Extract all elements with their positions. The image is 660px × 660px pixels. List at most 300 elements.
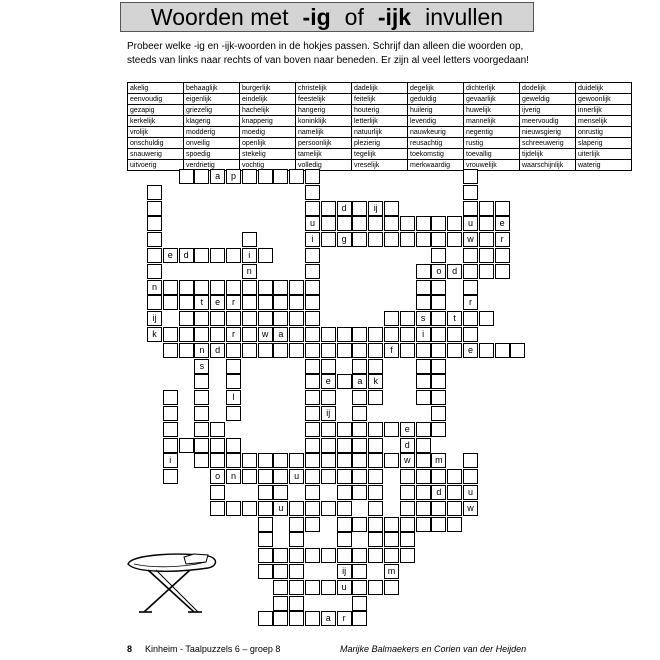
crossword-cell[interactable] bbox=[258, 248, 273, 263]
crossword-cell[interactable] bbox=[352, 327, 367, 342]
crossword-cell[interactable] bbox=[147, 232, 162, 247]
crossword-cell[interactable] bbox=[179, 280, 194, 295]
crossword-cell[interactable] bbox=[194, 311, 209, 326]
crossword-cell[interactable] bbox=[400, 532, 415, 547]
crossword-cell[interactable] bbox=[163, 343, 178, 358]
crossword-cell[interactable] bbox=[368, 485, 383, 500]
crossword-cell[interactable] bbox=[305, 390, 320, 405]
crossword-cell[interactable] bbox=[210, 280, 225, 295]
crossword-cell[interactable] bbox=[384, 311, 399, 326]
crossword-cell[interactable] bbox=[210, 311, 225, 326]
crossword-cell[interactable] bbox=[384, 216, 399, 231]
crossword-cell[interactable] bbox=[321, 548, 336, 563]
crossword-cell[interactable] bbox=[273, 469, 288, 484]
crossword-cell[interactable] bbox=[463, 311, 478, 326]
crossword-cell[interactable] bbox=[273, 280, 288, 295]
crossword-cell[interactable] bbox=[431, 343, 446, 358]
crossword-cell[interactable]: ij bbox=[368, 201, 383, 216]
crossword-cell[interactable] bbox=[479, 311, 494, 326]
crossword-cell[interactable] bbox=[273, 580, 288, 595]
crossword-cell[interactable] bbox=[368, 422, 383, 437]
crossword-cell[interactable] bbox=[210, 438, 225, 453]
crossword-cell[interactable] bbox=[179, 343, 194, 358]
crossword-cell[interactable] bbox=[305, 311, 320, 326]
crossword-cell[interactable] bbox=[416, 438, 431, 453]
crossword-cell[interactable]: a bbox=[273, 327, 288, 342]
crossword-cell[interactable] bbox=[273, 453, 288, 468]
crossword-cell[interactable] bbox=[384, 453, 399, 468]
crossword-cell[interactable] bbox=[368, 517, 383, 532]
crossword-cell[interactable] bbox=[384, 422, 399, 437]
crossword-cell[interactable] bbox=[258, 343, 273, 358]
crossword-cell[interactable]: m bbox=[384, 564, 399, 579]
crossword-cell[interactable] bbox=[431, 327, 446, 342]
crossword-cell[interactable]: e bbox=[495, 216, 510, 231]
crossword-cell[interactable] bbox=[305, 248, 320, 263]
crossword-cell[interactable] bbox=[416, 264, 431, 279]
crossword-cell[interactable]: i bbox=[163, 453, 178, 468]
crossword-cell[interactable] bbox=[431, 469, 446, 484]
crossword-cell[interactable] bbox=[416, 422, 431, 437]
crossword-cell[interactable]: l bbox=[226, 390, 241, 405]
crossword-cell[interactable] bbox=[147, 248, 162, 263]
crossword-cell[interactable] bbox=[416, 517, 431, 532]
crossword-cell[interactable] bbox=[479, 343, 494, 358]
crossword-cell[interactable] bbox=[495, 264, 510, 279]
crossword-cell[interactable] bbox=[431, 517, 446, 532]
crossword-cell[interactable]: p bbox=[226, 169, 241, 184]
crossword-cell[interactable]: i bbox=[416, 327, 431, 342]
crossword-cell[interactable] bbox=[210, 327, 225, 342]
crossword-cell[interactable]: k bbox=[368, 374, 383, 389]
crossword-cell[interactable] bbox=[352, 596, 367, 611]
crossword-cell[interactable] bbox=[463, 169, 478, 184]
crossword-cell[interactable] bbox=[305, 295, 320, 310]
crossword-cell[interactable]: e bbox=[163, 248, 178, 263]
crossword-cell[interactable] bbox=[258, 611, 273, 626]
crossword-cell[interactable] bbox=[431, 501, 446, 516]
crossword-cell[interactable] bbox=[226, 374, 241, 389]
crossword-cell[interactable] bbox=[163, 295, 178, 310]
crossword-cell[interactable] bbox=[289, 517, 304, 532]
crossword-cell[interactable] bbox=[226, 280, 241, 295]
crossword-cell[interactable] bbox=[400, 485, 415, 500]
crossword-cell[interactable] bbox=[447, 327, 462, 342]
crossword-cell[interactable]: r bbox=[337, 611, 352, 626]
crossword-cell[interactable]: u bbox=[289, 469, 304, 484]
crossword-cell[interactable] bbox=[258, 517, 273, 532]
crossword-cell[interactable]: ij bbox=[321, 406, 336, 421]
crossword-cell[interactable] bbox=[305, 453, 320, 468]
crossword-cell[interactable] bbox=[400, 469, 415, 484]
crossword-cell[interactable] bbox=[242, 327, 257, 342]
crossword-cell[interactable] bbox=[352, 564, 367, 579]
crossword-cell[interactable]: o bbox=[210, 469, 225, 484]
crossword-cell[interactable] bbox=[416, 453, 431, 468]
crossword-cell[interactable] bbox=[416, 343, 431, 358]
crossword-cell[interactable] bbox=[147, 216, 162, 231]
crossword-cell[interactable] bbox=[400, 327, 415, 342]
crossword-cell[interactable] bbox=[226, 406, 241, 421]
crossword-cell[interactable]: w bbox=[400, 453, 415, 468]
crossword-cell[interactable] bbox=[368, 501, 383, 516]
crossword-cell[interactable] bbox=[226, 359, 241, 374]
crossword-cell[interactable] bbox=[289, 501, 304, 516]
crossword-cell[interactable] bbox=[289, 295, 304, 310]
crossword-cell[interactable] bbox=[368, 580, 383, 595]
crossword-cell[interactable] bbox=[305, 185, 320, 200]
crossword-cell[interactable] bbox=[321, 359, 336, 374]
crossword-cell[interactable] bbox=[305, 438, 320, 453]
crossword-cell[interactable] bbox=[352, 359, 367, 374]
crossword-cell[interactable] bbox=[321, 216, 336, 231]
crossword-cell[interactable] bbox=[368, 453, 383, 468]
crossword-cell[interactable] bbox=[147, 264, 162, 279]
crossword-cell[interactable]: d bbox=[447, 264, 462, 279]
crossword-cell[interactable] bbox=[210, 501, 225, 516]
crossword-cell[interactable] bbox=[258, 548, 273, 563]
crossword-cell[interactable]: w bbox=[463, 232, 478, 247]
crossword-cell[interactable] bbox=[194, 406, 209, 421]
crossword-cell[interactable] bbox=[273, 295, 288, 310]
crossword-cell[interactable] bbox=[352, 485, 367, 500]
crossword-cell[interactable] bbox=[258, 169, 273, 184]
crossword-cell[interactable] bbox=[416, 359, 431, 374]
crossword-cell[interactable] bbox=[273, 611, 288, 626]
crossword-cell[interactable] bbox=[179, 311, 194, 326]
crossword-cell[interactable] bbox=[147, 295, 162, 310]
crossword-cell[interactable] bbox=[400, 517, 415, 532]
crossword-cell[interactable] bbox=[368, 232, 383, 247]
crossword-cell[interactable] bbox=[258, 453, 273, 468]
crossword-cell[interactable] bbox=[416, 232, 431, 247]
crossword-cell[interactable] bbox=[447, 216, 462, 231]
crossword-cell[interactable] bbox=[337, 517, 352, 532]
crossword-cell[interactable] bbox=[416, 374, 431, 389]
crossword-cell[interactable] bbox=[194, 280, 209, 295]
crossword-cell[interactable] bbox=[431, 280, 446, 295]
crossword-cell[interactable] bbox=[273, 311, 288, 326]
crossword-cell[interactable] bbox=[194, 169, 209, 184]
crossword-cell[interactable] bbox=[289, 596, 304, 611]
crossword-cell[interactable]: r bbox=[226, 295, 241, 310]
crossword-cell[interactable] bbox=[495, 248, 510, 263]
crossword-cell[interactable] bbox=[416, 501, 431, 516]
crossword-cell[interactable] bbox=[289, 311, 304, 326]
crossword-cell[interactable] bbox=[258, 485, 273, 500]
crossword-cell[interactable]: e bbox=[400, 422, 415, 437]
crossword-cell[interactable] bbox=[258, 564, 273, 579]
crossword-cell[interactable] bbox=[337, 216, 352, 231]
crossword-cell[interactable] bbox=[321, 453, 336, 468]
crossword-cell[interactable] bbox=[194, 453, 209, 468]
crossword-cell[interactable] bbox=[384, 232, 399, 247]
crossword-cell[interactable] bbox=[352, 232, 367, 247]
crossword-cell[interactable]: i bbox=[305, 232, 320, 247]
crossword-cell[interactable] bbox=[242, 280, 257, 295]
crossword-cell[interactable] bbox=[352, 548, 367, 563]
crossword-cell[interactable] bbox=[447, 485, 462, 500]
crossword-cell[interactable] bbox=[400, 343, 415, 358]
crossword-cell[interactable] bbox=[368, 390, 383, 405]
crossword-cell[interactable]: d bbox=[210, 343, 225, 358]
crossword-cell[interactable] bbox=[289, 611, 304, 626]
crossword-cell[interactable] bbox=[163, 390, 178, 405]
crossword-cell[interactable] bbox=[400, 548, 415, 563]
crossword-cell[interactable]: o bbox=[431, 264, 446, 279]
crossword-cell[interactable] bbox=[242, 469, 257, 484]
crossword-cell[interactable] bbox=[337, 438, 352, 453]
crossword-cell[interactable] bbox=[495, 201, 510, 216]
crossword-cell[interactable] bbox=[242, 343, 257, 358]
crossword-cell[interactable]: d bbox=[337, 201, 352, 216]
crossword-cell[interactable]: e bbox=[210, 295, 225, 310]
crossword-cell[interactable] bbox=[384, 548, 399, 563]
crossword-cell[interactable] bbox=[352, 580, 367, 595]
crossword-cell[interactable] bbox=[226, 343, 241, 358]
crossword-cell[interactable] bbox=[463, 327, 478, 342]
crossword-cell[interactable] bbox=[431, 295, 446, 310]
crossword-cell[interactable]: s bbox=[416, 311, 431, 326]
crossword-cell[interactable] bbox=[179, 169, 194, 184]
crossword-cell[interactable] bbox=[242, 169, 257, 184]
crossword-cell[interactable] bbox=[352, 438, 367, 453]
crossword-cell[interactable] bbox=[447, 469, 462, 484]
crossword-cell[interactable]: t bbox=[194, 295, 209, 310]
crossword-cell[interactable] bbox=[273, 169, 288, 184]
crossword-cell[interactable] bbox=[479, 248, 494, 263]
crossword-cell[interactable]: t bbox=[447, 311, 462, 326]
crossword-cell[interactable] bbox=[368, 343, 383, 358]
crossword-cell[interactable] bbox=[194, 327, 209, 342]
crossword-cell[interactable]: i bbox=[242, 248, 257, 263]
crossword-cell[interactable] bbox=[416, 295, 431, 310]
crossword-cell[interactable] bbox=[479, 264, 494, 279]
crossword-cell[interactable] bbox=[210, 422, 225, 437]
crossword-cell[interactable] bbox=[289, 327, 304, 342]
crossword-cell[interactable] bbox=[289, 453, 304, 468]
crossword-cell[interactable]: u bbox=[305, 216, 320, 231]
crossword-cell[interactable]: d bbox=[431, 485, 446, 500]
crossword-cell[interactable] bbox=[321, 343, 336, 358]
crossword-cell[interactable] bbox=[163, 422, 178, 437]
crossword-cell[interactable] bbox=[352, 469, 367, 484]
crossword-cell[interactable] bbox=[163, 438, 178, 453]
crossword-cell[interactable] bbox=[479, 216, 494, 231]
crossword-cell[interactable] bbox=[242, 295, 257, 310]
crossword-cell[interactable] bbox=[447, 343, 462, 358]
crossword-cell[interactable]: e bbox=[321, 374, 336, 389]
crossword-cell[interactable] bbox=[431, 248, 446, 263]
crossword-cell[interactable] bbox=[305, 422, 320, 437]
crossword-cell[interactable] bbox=[163, 406, 178, 421]
crossword-cell[interactable] bbox=[463, 201, 478, 216]
crossword-cell[interactable] bbox=[431, 374, 446, 389]
crossword-cell[interactable] bbox=[321, 580, 336, 595]
crossword-cell[interactable] bbox=[416, 390, 431, 405]
crossword-cell[interactable] bbox=[179, 438, 194, 453]
crossword-cell[interactable] bbox=[431, 216, 446, 231]
crossword-cell[interactable] bbox=[147, 201, 162, 216]
crossword-cell[interactable] bbox=[210, 485, 225, 500]
crossword-cell[interactable] bbox=[226, 501, 241, 516]
crossword-cell[interactable] bbox=[321, 232, 336, 247]
crossword-cell[interactable]: a bbox=[352, 374, 367, 389]
crossword-cell[interactable] bbox=[242, 453, 257, 468]
crossword-cell[interactable]: ij bbox=[337, 564, 352, 579]
crossword-cell[interactable] bbox=[242, 501, 257, 516]
crossword-cell[interactable] bbox=[384, 580, 399, 595]
crossword-cell[interactable] bbox=[352, 422, 367, 437]
crossword-cell[interactable] bbox=[194, 422, 209, 437]
crossword-cell[interactable] bbox=[352, 611, 367, 626]
crossword-cell[interactable] bbox=[337, 548, 352, 563]
crossword-cell[interactable]: a bbox=[321, 611, 336, 626]
crossword-cell[interactable] bbox=[305, 580, 320, 595]
crossword-cell[interactable] bbox=[289, 564, 304, 579]
crossword-cell[interactable] bbox=[352, 216, 367, 231]
crossword-cell[interactable] bbox=[305, 280, 320, 295]
crossword-cell[interactable] bbox=[305, 264, 320, 279]
crossword-cell[interactable] bbox=[352, 406, 367, 421]
crossword-cell[interactable]: n bbox=[194, 343, 209, 358]
crossword-cell[interactable] bbox=[368, 548, 383, 563]
crossword-cell[interactable] bbox=[273, 596, 288, 611]
crossword-cell[interactable] bbox=[416, 216, 431, 231]
crossword-cell[interactable]: k bbox=[147, 327, 162, 342]
crossword-cell[interactable] bbox=[305, 517, 320, 532]
crossword-cell[interactable] bbox=[431, 311, 446, 326]
crossword-cell[interactable] bbox=[305, 327, 320, 342]
crossword-cell[interactable] bbox=[305, 343, 320, 358]
crossword-cell[interactable] bbox=[258, 532, 273, 547]
crossword-cell[interactable] bbox=[463, 280, 478, 295]
crossword-cell[interactable] bbox=[210, 453, 225, 468]
crossword-cell[interactable] bbox=[337, 469, 352, 484]
crossword-cell[interactable] bbox=[305, 611, 320, 626]
crossword-cell[interactable] bbox=[305, 406, 320, 421]
crossword-cell[interactable]: u bbox=[337, 580, 352, 595]
crossword-cell[interactable] bbox=[273, 564, 288, 579]
crossword-cell[interactable] bbox=[337, 422, 352, 437]
crossword-cell[interactable] bbox=[400, 216, 415, 231]
crossword-cell[interactable] bbox=[305, 548, 320, 563]
crossword-cell[interactable] bbox=[210, 248, 225, 263]
crossword-cell[interactable]: r bbox=[226, 327, 241, 342]
crossword-cell[interactable] bbox=[194, 374, 209, 389]
crossword-cell[interactable]: d bbox=[179, 248, 194, 263]
crossword-cell[interactable] bbox=[463, 453, 478, 468]
crossword-cell[interactable] bbox=[384, 517, 399, 532]
crossword-cell[interactable] bbox=[431, 359, 446, 374]
crossword-cell[interactable] bbox=[368, 469, 383, 484]
crossword-cell[interactable] bbox=[305, 169, 320, 184]
crossword-cell[interactable] bbox=[463, 248, 478, 263]
crossword-cell[interactable] bbox=[416, 469, 431, 484]
crossword-cell[interactable] bbox=[147, 185, 162, 200]
crossword-cell[interactable]: w bbox=[463, 501, 478, 516]
crossword-cell[interactable] bbox=[337, 374, 352, 389]
crossword-cell[interactable] bbox=[463, 185, 478, 200]
crossword-cell[interactable] bbox=[163, 280, 178, 295]
crossword-cell[interactable] bbox=[321, 422, 336, 437]
crossword-cell[interactable]: r bbox=[463, 295, 478, 310]
crossword-cell[interactable] bbox=[226, 438, 241, 453]
crossword-cell[interactable] bbox=[289, 532, 304, 547]
crossword-cell[interactable] bbox=[242, 232, 257, 247]
crossword-cell[interactable] bbox=[321, 201, 336, 216]
crossword-cell[interactable] bbox=[258, 469, 273, 484]
crossword-cell[interactable] bbox=[337, 453, 352, 468]
crossword-cell[interactable] bbox=[321, 438, 336, 453]
crossword-cell[interactable]: s bbox=[194, 359, 209, 374]
crossword-cell[interactable] bbox=[447, 501, 462, 516]
crossword-cell[interactable] bbox=[258, 501, 273, 516]
crossword-cell[interactable] bbox=[179, 327, 194, 342]
crossword-cell[interactable] bbox=[368, 359, 383, 374]
crossword-cell[interactable] bbox=[447, 232, 462, 247]
crossword-cell[interactable] bbox=[368, 327, 383, 342]
crossword-cell[interactable] bbox=[273, 548, 288, 563]
crossword-cell[interactable] bbox=[273, 485, 288, 500]
crossword-cell[interactable]: e bbox=[463, 343, 478, 358]
crossword-cell[interactable] bbox=[289, 280, 304, 295]
crossword-cell[interactable] bbox=[289, 343, 304, 358]
crossword-cell[interactable] bbox=[305, 469, 320, 484]
crossword-cell[interactable] bbox=[416, 280, 431, 295]
crossword-cell[interactable] bbox=[384, 532, 399, 547]
crossword-cell[interactable] bbox=[321, 469, 336, 484]
crossword-cell[interactable]: f bbox=[384, 343, 399, 358]
crossword-cell[interactable] bbox=[289, 169, 304, 184]
crossword-cell[interactable]: n bbox=[242, 264, 257, 279]
crossword-cell[interactable] bbox=[384, 327, 399, 342]
crossword-cell[interactable] bbox=[305, 485, 320, 500]
crossword-cell[interactable] bbox=[194, 438, 209, 453]
crossword-cell[interactable] bbox=[321, 501, 336, 516]
crossword-cell[interactable] bbox=[163, 327, 178, 342]
crossword-cell[interactable] bbox=[321, 327, 336, 342]
crossword-cell[interactable]: u bbox=[273, 501, 288, 516]
crossword-cell[interactable] bbox=[337, 485, 352, 500]
crossword-cell[interactable] bbox=[447, 517, 462, 532]
crossword-cell[interactable]: g bbox=[337, 232, 352, 247]
crossword-cell[interactable] bbox=[384, 201, 399, 216]
crossword-cell[interactable]: ij bbox=[147, 311, 162, 326]
crossword-cell[interactable] bbox=[337, 327, 352, 342]
crossword-cell[interactable] bbox=[194, 248, 209, 263]
crossword-cell[interactable] bbox=[352, 343, 367, 358]
crossword-cell[interactable] bbox=[179, 295, 194, 310]
crossword-cell[interactable] bbox=[431, 422, 446, 437]
crossword-cell[interactable] bbox=[368, 532, 383, 547]
crossword-cell[interactable] bbox=[479, 232, 494, 247]
crossword-cell[interactable] bbox=[258, 295, 273, 310]
crossword-cell[interactable] bbox=[352, 201, 367, 216]
crossword-cell[interactable] bbox=[431, 390, 446, 405]
crossword-cell[interactable]: w bbox=[258, 327, 273, 342]
crossword-cell[interactable] bbox=[400, 232, 415, 247]
crossword-cell[interactable] bbox=[305, 374, 320, 389]
crossword-cell[interactable] bbox=[305, 501, 320, 516]
crossword-cell[interactable] bbox=[242, 311, 257, 326]
crossword-cell[interactable] bbox=[194, 390, 209, 405]
crossword-cell[interactable] bbox=[431, 406, 446, 421]
crossword-cell[interactable] bbox=[510, 343, 525, 358]
crossword-cell[interactable] bbox=[495, 343, 510, 358]
crossword-cell[interactable]: n bbox=[226, 469, 241, 484]
crossword-cell[interactable] bbox=[258, 311, 273, 326]
